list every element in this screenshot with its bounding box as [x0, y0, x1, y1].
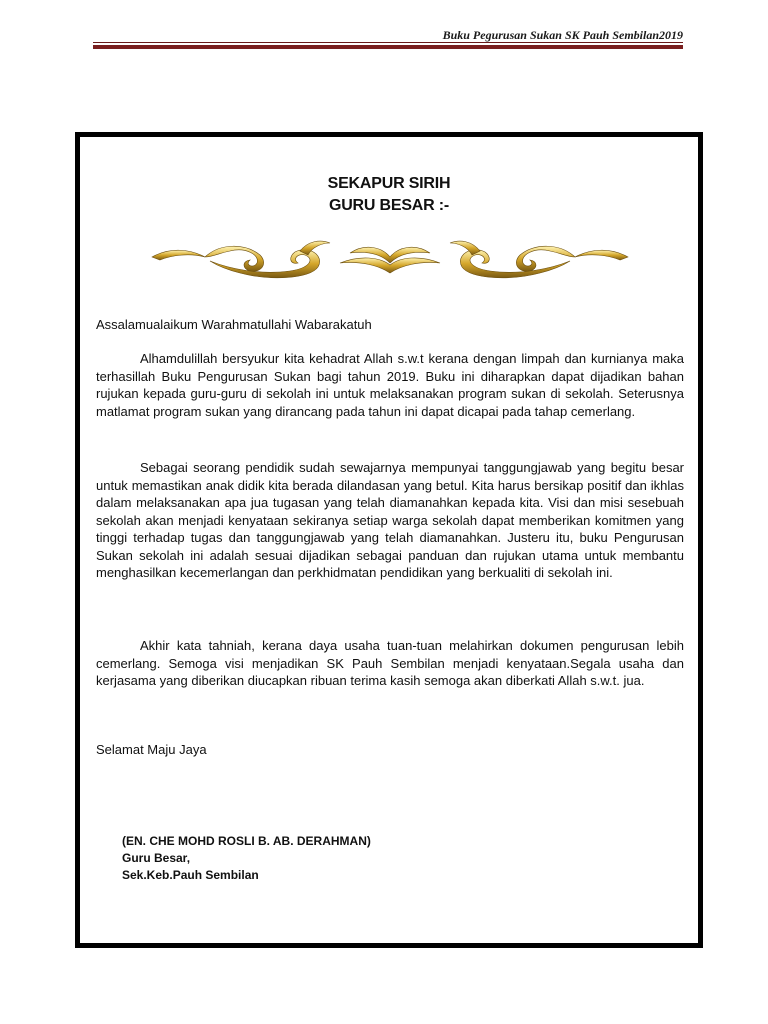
- paragraph: Sebagai seorang pendidik sudah sewajarnya mempunyai tanggungjawab yang begitu besar untuk memastikan anak didik kita berada dilandasan yang betul. Kita harus bersikap positif dan ikhlas dalam melaksanakan apa jua tugasan yang telah diamanahkan kepada kita. Visi dan misi sesebuah sekolah akan menjadi kenyataan sekiranya setiap warga sekolah dapat memberikan komitmen yang tinggi terhadap tugas dan tanggungjawab yang telah diamanahkan. Justeru itu, buku Pengurusan Sukan sekolah ini adalah sesuai dijadikan sebagai panduan dan rujukan utama untuk membantu menghasilkan kecemerlangan dan perkhidmatan pendidikan yang berkualiti di sekolah ini.: [96, 460, 684, 580]
- page-title: SEKAPUR SIRIH: [327, 175, 451, 192]
- running-header: Buku Pegurusan Sukan SK Pauh Sembilan2019: [442, 28, 683, 42]
- document-frame: [75, 132, 703, 948]
- signatory-position: Guru Besar,: [122, 851, 191, 865]
- paragraph: Alhamdulillah bersyukur kita kehadrat Allah s.w.t kerana dengan limpah dan kurnianya maka terhasillah Buku Pengurusan Sukan bagi tahun 2019. Buku ini diharapkan dapat dijadikan bahan rujukan kepada guru-guru di sekolah ini untuk melaksanakan program sukan di sekolah. Seterusnya matlamat program sukan yang dirancang pada tahun ini dapat dicapai pada tahap cemerlang.: [96, 351, 684, 419]
- gold-scroll-flourish-icon: [150, 235, 630, 281]
- header-rule-thick: [93, 45, 683, 49]
- signatory-name: (EN. CHE MOHD ROSLI B. AB. DERAHMAN): [122, 834, 371, 848]
- page-subtitle: GURU BESAR :-: [328, 197, 450, 214]
- header-rule-thin: [93, 42, 683, 43]
- paragraph: Akhir kata tahniah, kerana daya usaha tuan-tuan melahirkan dokumen pengurusan lebih cemerlang. Semoga visi menjadikan SK Pauh Sembilan menjadi kenyataan.Segala usaha dan kerjasama yang diberikan diucapkan ribuan terima kasih semoga akan diberkati Allah s.w.t. jua.: [96, 638, 684, 688]
- greeting: Assalamualaikum Warahmatullahi Wabarakatuh: [96, 317, 372, 332]
- signatory-school: Sek.Keb.Pauh Sembilan: [122, 868, 259, 882]
- closing-line: Selamat Maju Jaya: [96, 742, 207, 757]
